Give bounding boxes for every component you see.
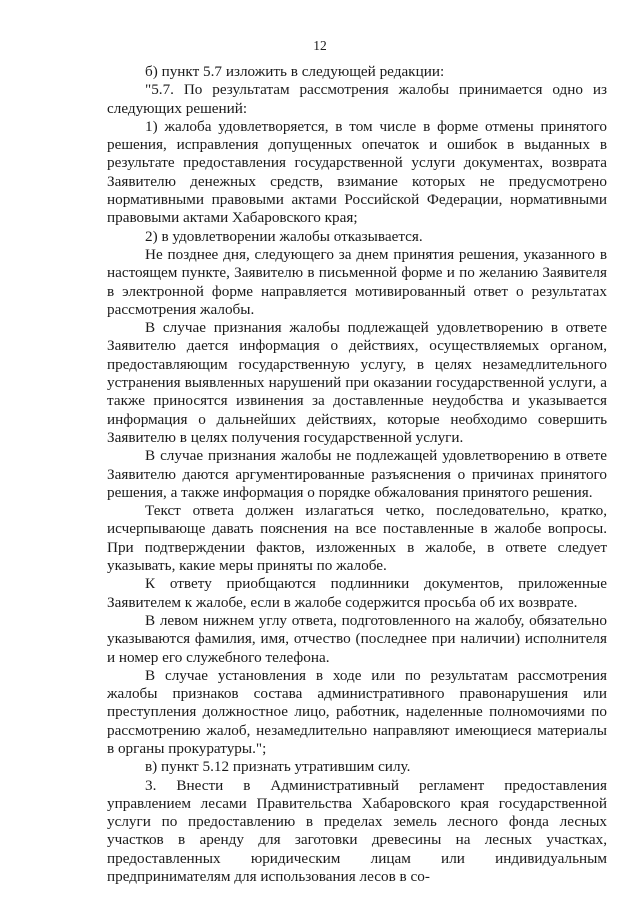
paragraph-item-3: 3. Внести в Административный регламент предоставления управлением лесами Правительства Хабаровского края государственной услуги по предоставлению в пределах земель лесного фонда лесных участков в аренду для заготовки древесины на лесных участках, предоставленных юридическим лицам или индивидуальным предпринимателям для использования лесов в со- (107, 776, 607, 886)
paragraph-response-text: Текст ответа должен излагаться четко, последовательно, кратко, исчерпывающе давать пояснения на все поставленные в жалобе вопросы. При подтверждении фактов, изложенных в жалобе, в ответе следует указывать, какие меры приняты по жалобе. (107, 502, 607, 575)
paragraph-complaint-rejected: В случае признания жалобы не подлежащей удовлетворению в ответе Заявителю даются аргументированные разъяснения о причинах принятого решения, а также информация о порядке обжалования принятого решения. (107, 447, 607, 501)
document-body (107, 63, 607, 886)
paragraph-response-deadline: Не позднее дня, следующего за днем принятия решения, указанного в настоящем пункте, Заявителю в письменной форме и по желанию Заявителя в электронной форме направляется мотивированный ответ о результатах рассмотрения жалобы. (107, 245, 607, 318)
page-number: 12 (313, 38, 327, 53)
paragraph-amendment-v: в) пункт 5.12 признать утратившим силу. (145, 758, 411, 776)
paragraph-violation-referral: В случае установления в ходе или по результатам рассмотрения жалобы признаков состава административного правонарушения или преступления должностное лицо, работник, наделенные полномочиями по рассмотрению жалоб, незамедлительно направляют имеющиеся материалы в органы прокуратуры."; (107, 666, 607, 757)
paragraph-decision-2: 2) в удовлетворении жалобы отказывается. (145, 227, 423, 245)
paragraph-executor-info: В левом нижнем углу ответа, подготовленного на жалобу, обязательно указываются фамилия, имя, отчество (последнее при наличии) исполнителя и номер его служебного телефона. (107, 611, 607, 666)
paragraph-amendment-b: б) пункт 5.7 изложить в следующей редакции: (145, 63, 445, 80)
paragraph-complaint-satisfied: В случае признания жалобы подлежащей удовлетворению в ответе Заявителю дается информация о действиях, осуществляемых органом, предоставляющим государственную услугу, в целях незамедлительного устранения выявленных нарушений при оказании государственной услуги, а также приносятся извинения за доставленные неудобства и указывается информация о дальнейших действиях, которые необходимо совершить Заявителю в целях получения государственной услуги. (107, 319, 607, 446)
paragraph-clause-5-7: "5.7. По результатам рассмотрения жалобы принимается одно из следующих решений: (107, 81, 607, 117)
paragraph-decision-1: 1) жалоба удовлетворяется, в том числе в форме отмены принятого решения, исправления допущенных опечаток и ошибок в выданных в результате предоставления государственной услуги документах, возврата Заявителю денежных средств, взимание которых не предусмотрено нормативными правовыми актами Российской Федерации, нормативными правовыми актами Хабаровского края; (107, 117, 607, 227)
paragraph-original-documents: К ответу приобщаются подлинники документов, приложенные Заявителем к жалобе, если в жалобе содержится просьба об их возврате. (107, 575, 607, 611)
